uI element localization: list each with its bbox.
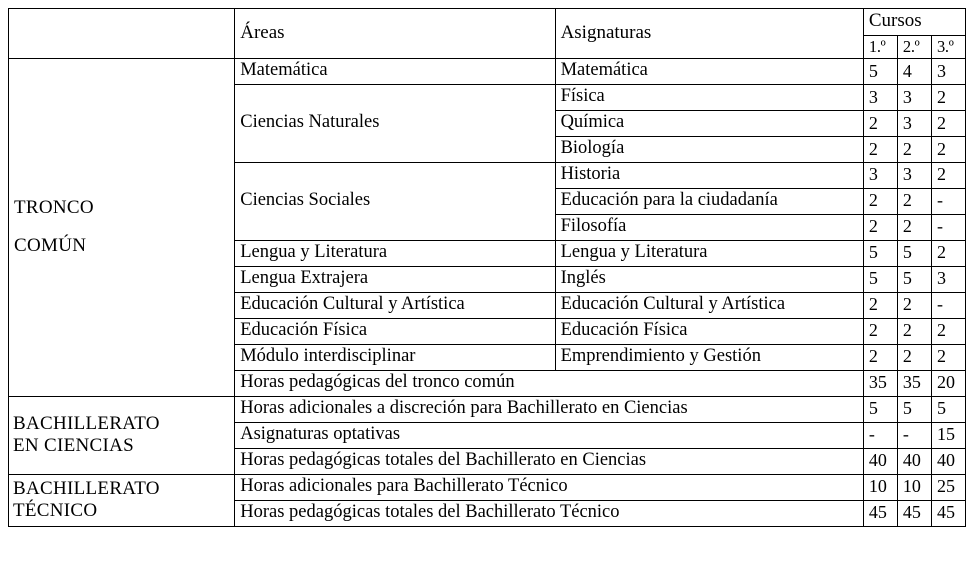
curso-2-value: 10 xyxy=(897,474,931,500)
curso-1-value: 5 xyxy=(863,267,897,293)
asignatura-cell: Historia xyxy=(555,163,863,189)
curso-1-value: 2 xyxy=(863,293,897,319)
curso-1-value: 2 xyxy=(863,111,897,137)
area-cell: Educación Cultural y Artística xyxy=(235,293,555,319)
asignatura-cell: Matemática xyxy=(555,59,863,85)
header-curso-1: 1.º xyxy=(863,35,897,59)
row-label: Asignaturas optativas xyxy=(235,422,864,448)
asignatura-cell: Química xyxy=(555,111,863,137)
area-cell: Ciencias Sociales xyxy=(235,163,555,241)
group-label-line-1: TRONCO xyxy=(14,197,94,219)
curso-3-value: 25 xyxy=(931,474,965,500)
curso-1-value: 10 xyxy=(863,474,897,500)
total-curso-1: 45 xyxy=(863,500,897,526)
curso-1-value: 2 xyxy=(863,344,897,370)
area-cell: Matemática xyxy=(235,59,555,85)
curso-1-value: 5 xyxy=(863,396,897,422)
curso-2-value: 3 xyxy=(897,163,931,189)
curso-2-value: 2 xyxy=(897,137,931,163)
area-cell: Ciencias Naturales xyxy=(235,85,555,163)
area-cell: Módulo interdisciplinar xyxy=(235,344,555,370)
group-label-tronco-comun xyxy=(9,59,235,397)
curso-1-value: 3 xyxy=(863,85,897,111)
total-curso-3: 20 xyxy=(931,370,965,396)
curso-2-value: 2 xyxy=(897,189,931,215)
total-curso-2: 45 xyxy=(897,500,931,526)
curso-2-value: 2 xyxy=(897,344,931,370)
curso-1-value: 5 xyxy=(863,59,897,85)
curso-3-value: - xyxy=(931,293,965,319)
header-cursos: Cursos xyxy=(863,9,965,36)
header-areas: Áreas xyxy=(235,9,555,59)
curso-3-value: 3 xyxy=(931,267,965,293)
curso-1-value: 2 xyxy=(863,319,897,345)
header-corner-blank xyxy=(9,9,235,59)
curso-2-value: 5 xyxy=(897,396,931,422)
curso-3-value: 2 xyxy=(931,111,965,137)
curso-3-value: 2 xyxy=(931,241,965,267)
curso-2-value: 4 xyxy=(897,59,931,85)
area-cell: Educación Física xyxy=(235,319,555,345)
curso-3-value: 2 xyxy=(931,137,965,163)
table-row xyxy=(9,474,966,500)
table-header-row-1 xyxy=(9,9,966,36)
curso-3-value: 15 xyxy=(931,422,965,448)
curso-1-value: 2 xyxy=(863,137,897,163)
row-label: Horas adicionales a discreción para Bachillerato en Ciencias xyxy=(235,396,864,422)
total-curso-1: 40 xyxy=(863,448,897,474)
asignatura-cell: Filosofía xyxy=(555,215,863,241)
curso-3-value: 2 xyxy=(931,344,965,370)
asignatura-cell: Lengua y Literatura xyxy=(555,241,863,267)
group-label-line-2: TÉCNICO xyxy=(13,499,98,521)
curso-1-value: 3 xyxy=(863,163,897,189)
curso-2-value: 2 xyxy=(897,319,931,345)
header-curso-2: 2.º xyxy=(897,35,931,59)
table-row xyxy=(9,59,966,85)
curso-3-value: 2 xyxy=(931,163,965,189)
asignatura-cell: Educación Cultural y Artística xyxy=(555,293,863,319)
total-curso-3: 40 xyxy=(931,448,965,474)
group-label-bachillerato-tecnico xyxy=(9,474,235,526)
curso-3-value: 5 xyxy=(931,396,965,422)
curso-2-value: - xyxy=(897,422,931,448)
group-label-line-1: BACHILLERATO xyxy=(13,413,160,435)
total-label-tronco-comun: Horas pedagógicas del tronco común xyxy=(235,370,864,396)
total-label-bachillerato-tecnico: Horas pedagógicas totales del Bachillerato Técnico xyxy=(235,500,864,526)
curso-1-value: - xyxy=(863,422,897,448)
curso-2-value: 3 xyxy=(897,111,931,137)
curso-2-value: 5 xyxy=(897,267,931,293)
curso-3-value: - xyxy=(931,189,965,215)
total-curso-1: 35 xyxy=(863,370,897,396)
total-label-bachillerato-ciencias: Horas pedagógicas totales del Bachillerato en Ciencias xyxy=(235,448,864,474)
asignatura-cell: Física xyxy=(555,85,863,111)
group-label-line-2: EN CIENCIAS xyxy=(13,434,134,456)
curso-1-value: 5 xyxy=(863,241,897,267)
area-cell: Lengua Extrajera xyxy=(235,267,555,293)
group-label-line-1: BACHILLERATO xyxy=(13,477,160,499)
total-curso-3: 45 xyxy=(931,500,965,526)
curso-3-value: 3 xyxy=(931,59,965,85)
total-curso-2: 40 xyxy=(897,448,931,474)
curso-2-value: 5 xyxy=(897,241,931,267)
asignatura-cell: Biología xyxy=(555,137,863,163)
curso-2-value: 2 xyxy=(897,215,931,241)
asignatura-cell: Educación Física xyxy=(555,319,863,345)
curriculum-table xyxy=(8,8,966,527)
group-label-line-2: COMÚN xyxy=(14,235,87,257)
total-curso-2: 35 xyxy=(897,370,931,396)
row-label: Horas adicionales para Bachillerato Técnico xyxy=(235,474,864,500)
header-asignaturas: Asignaturas xyxy=(555,9,863,59)
asignatura-cell: Emprendimiento y Gestión xyxy=(555,344,863,370)
curso-2-value: 2 xyxy=(897,293,931,319)
curso-3-value: 2 xyxy=(931,85,965,111)
curso-3-value: 2 xyxy=(931,319,965,345)
header-curso-3: 3.º xyxy=(931,35,965,59)
table-row xyxy=(9,396,966,422)
curso-2-value: 3 xyxy=(897,85,931,111)
group-label-bachillerato-ciencias xyxy=(9,396,235,474)
area-cell: Lengua y Literatura xyxy=(235,241,555,267)
asignatura-cell: Inglés xyxy=(555,267,863,293)
curso-1-value: 2 xyxy=(863,215,897,241)
curso-3-value: - xyxy=(931,215,965,241)
asignatura-cell: Educación para la ciudadanía xyxy=(555,189,863,215)
curso-1-value: 2 xyxy=(863,189,897,215)
